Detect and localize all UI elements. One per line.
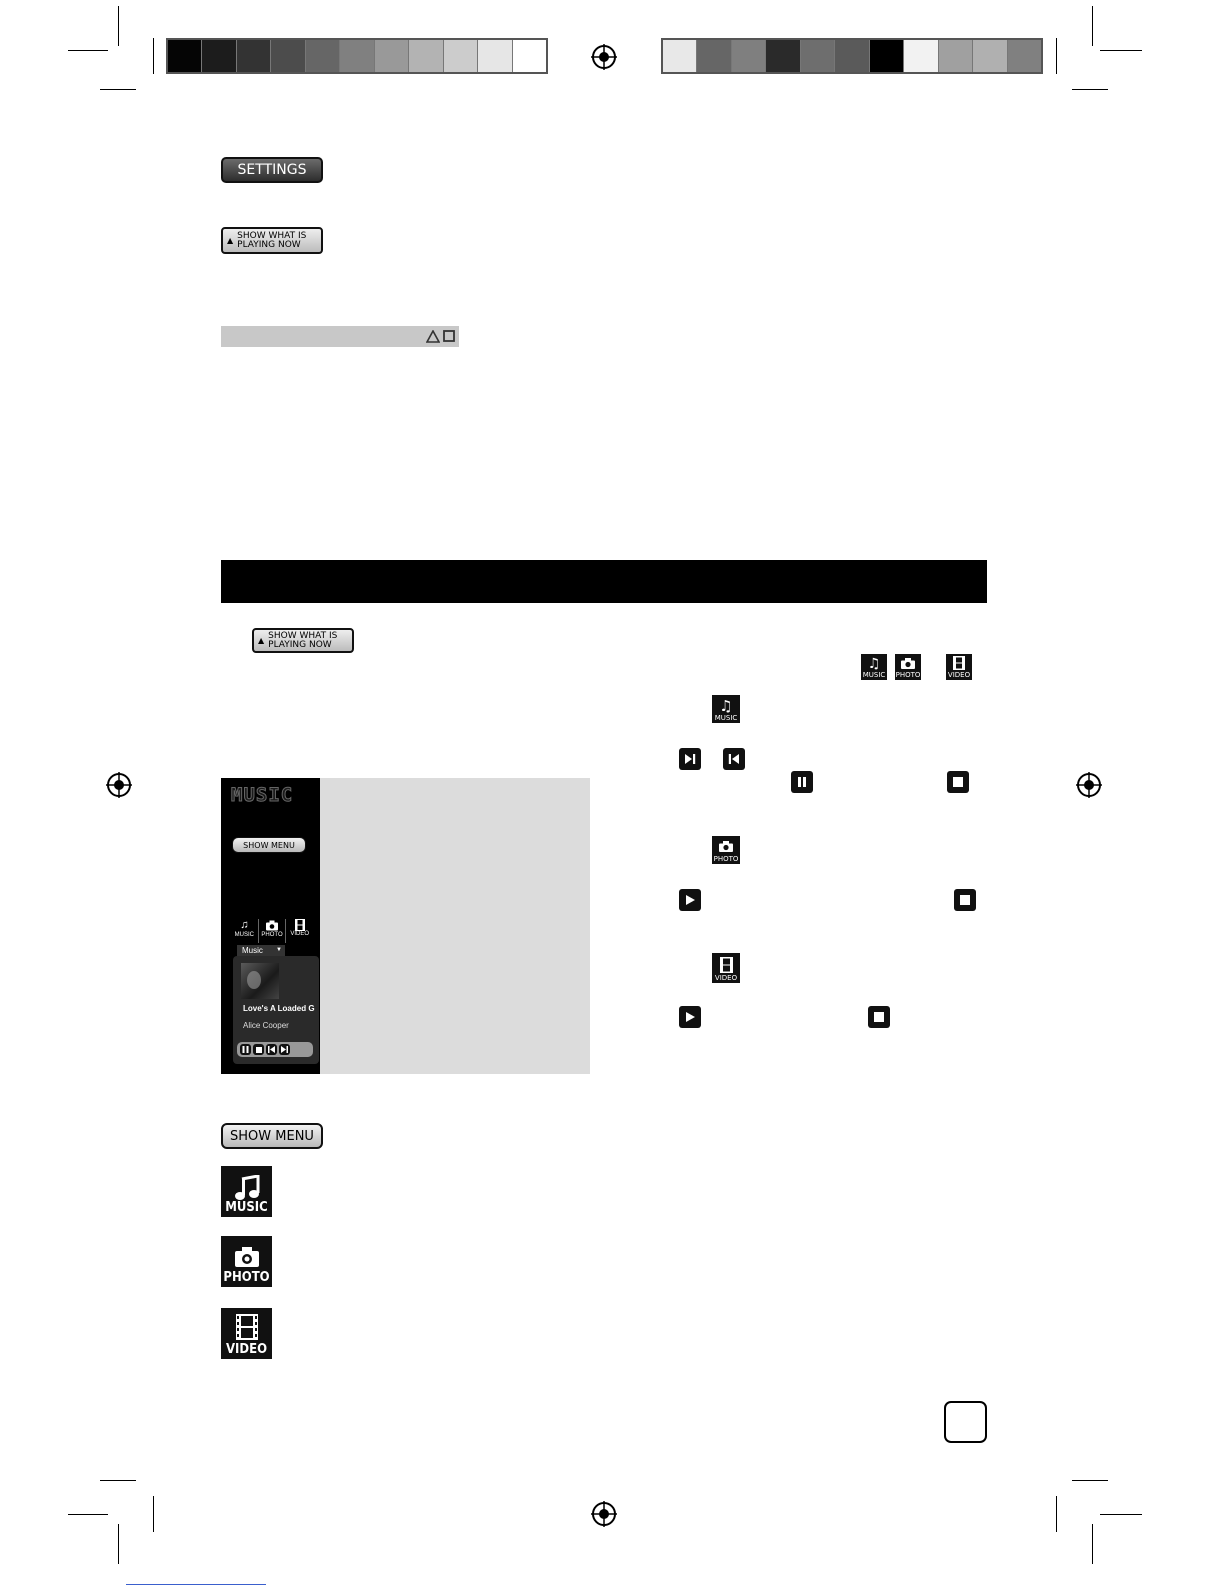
crop-mark [68, 1514, 108, 1515]
music-icon [861, 654, 887, 680]
video-icon-label: VIDEO [225, 1342, 268, 1357]
sidebar [221, 778, 320, 1074]
gray-scale-bar-right [661, 38, 1043, 74]
album-art [241, 963, 279, 999]
stop-icon[interactable] [253, 1044, 264, 1055]
show-now-playing-button[interactable] [221, 227, 323, 254]
video-icon [712, 953, 740, 983]
settings-button[interactable] [221, 157, 323, 183]
now-playing-line1: SHOW WHAT IS [268, 630, 338, 641]
triangle-up-icon: ▲ [258, 636, 265, 645]
crop-mark [68, 50, 108, 51]
camera-icon [719, 841, 733, 852]
triangle-up-icon: ▲ [227, 236, 234, 245]
tab-music[interactable] [231, 919, 259, 943]
show-menu-button[interactable] [232, 837, 306, 853]
previous-icon[interactable] [266, 1044, 277, 1055]
next-icon[interactable] [279, 1044, 290, 1055]
stop-icon [954, 889, 976, 911]
tab-photo-label: PHOTO [261, 932, 283, 938]
artist-name: Alice Cooper [243, 1021, 289, 1030]
pause-icon [791, 771, 813, 793]
video-icon-label: VIDEO [947, 671, 971, 679]
source-dropdown[interactable] [237, 945, 285, 956]
next-track-icon [679, 748, 701, 770]
settings-button-label: SETTINGS [237, 162, 307, 178]
crop-mark [1092, 6, 1093, 46]
crop-mark [1072, 89, 1108, 90]
previous-track-icon [723, 748, 745, 770]
crop-mark [100, 89, 136, 90]
chevron-down-icon: ▼ [276, 947, 282, 953]
crop-mark [1100, 1514, 1142, 1515]
pause-icon[interactable] [240, 1044, 251, 1055]
registration-mark-icon [1076, 772, 1102, 798]
crop-mark [1056, 1496, 1057, 1532]
camera-icon [901, 658, 915, 669]
video-icon [946, 654, 972, 680]
crop-mark [118, 6, 119, 46]
tab-video[interactable] [286, 919, 313, 943]
page-number-box [944, 1401, 987, 1443]
registration-mark-icon [591, 44, 617, 70]
sidebar-heading: MUSIC [231, 784, 294, 806]
registration-mark-icon [591, 1501, 617, 1527]
photo-icon [895, 654, 921, 680]
music-icon [712, 695, 740, 723]
gray-scale-bar-left [166, 38, 548, 74]
music-note-icon: ♫ [719, 697, 733, 715]
crop-mark [153, 1496, 154, 1532]
crop-mark [1056, 38, 1057, 74]
now-playing-line1: SHOW WHAT IS [237, 230, 307, 241]
camera-icon [266, 920, 278, 931]
photo-icon [712, 836, 740, 864]
dropdown-value: Music [242, 946, 263, 955]
music-note-icon: ♫ [240, 919, 249, 931]
music-icon [221, 1166, 272, 1217]
crop-mark [153, 38, 154, 74]
play-icon [679, 889, 701, 911]
show-menu-label: SHOW MENU [243, 840, 295, 850]
section-header [221, 560, 987, 603]
tab-photo[interactable] [259, 919, 287, 943]
crop-mark [118, 1524, 119, 1564]
stop-icon [947, 771, 969, 793]
music-note-icon: ♫ [867, 656, 881, 672]
square-icon[interactable] [443, 330, 455, 342]
triangle-icon[interactable] [426, 330, 440, 343]
music-icon-label: MUSIC [225, 1200, 268, 1215]
film-icon [953, 656, 965, 670]
stop-icon [868, 1006, 890, 1028]
film-icon [234, 1313, 260, 1341]
music-icon-label: MUSIC [862, 671, 886, 679]
photo-icon-label: PHOTO [713, 855, 739, 863]
now-playing-screen [221, 778, 590, 1074]
tab-video-label: VIDEO [290, 931, 310, 937]
photo-icon [221, 1236, 272, 1287]
now-playing-card [233, 956, 319, 1064]
crop-mark [1072, 1480, 1108, 1481]
show-menu-button[interactable] [221, 1123, 323, 1149]
tab-music-label: MUSIC [234, 932, 254, 938]
media-tabs [231, 919, 313, 943]
crop-mark [100, 1480, 136, 1481]
camera-icon [234, 1246, 260, 1268]
video-icon-label: VIDEO [714, 974, 738, 982]
photo-icon-label: PHOTO [895, 671, 921, 679]
film-icon [295, 919, 305, 931]
photo-icon-label: PHOTO [223, 1270, 270, 1285]
music-note-icon [234, 1175, 260, 1201]
show-now-playing-button[interactable] [252, 628, 354, 653]
track-title: Love's A Loaded G [243, 1004, 315, 1013]
crop-mark [1092, 1524, 1093, 1564]
play-icon [679, 1006, 701, 1028]
crop-mark [1100, 50, 1142, 51]
now-playing-line2: PLAYING NOW [268, 639, 332, 650]
playback-controls [237, 1042, 313, 1057]
show-menu-label: SHOW MENU [230, 1128, 314, 1144]
music-icon-label: MUSIC [714, 714, 738, 722]
registration-mark-icon [106, 772, 132, 798]
now-playing-line2: PLAYING NOW [237, 239, 301, 250]
video-icon [221, 1308, 272, 1359]
film-icon [720, 957, 733, 973]
window-title-bar [221, 326, 459, 347]
